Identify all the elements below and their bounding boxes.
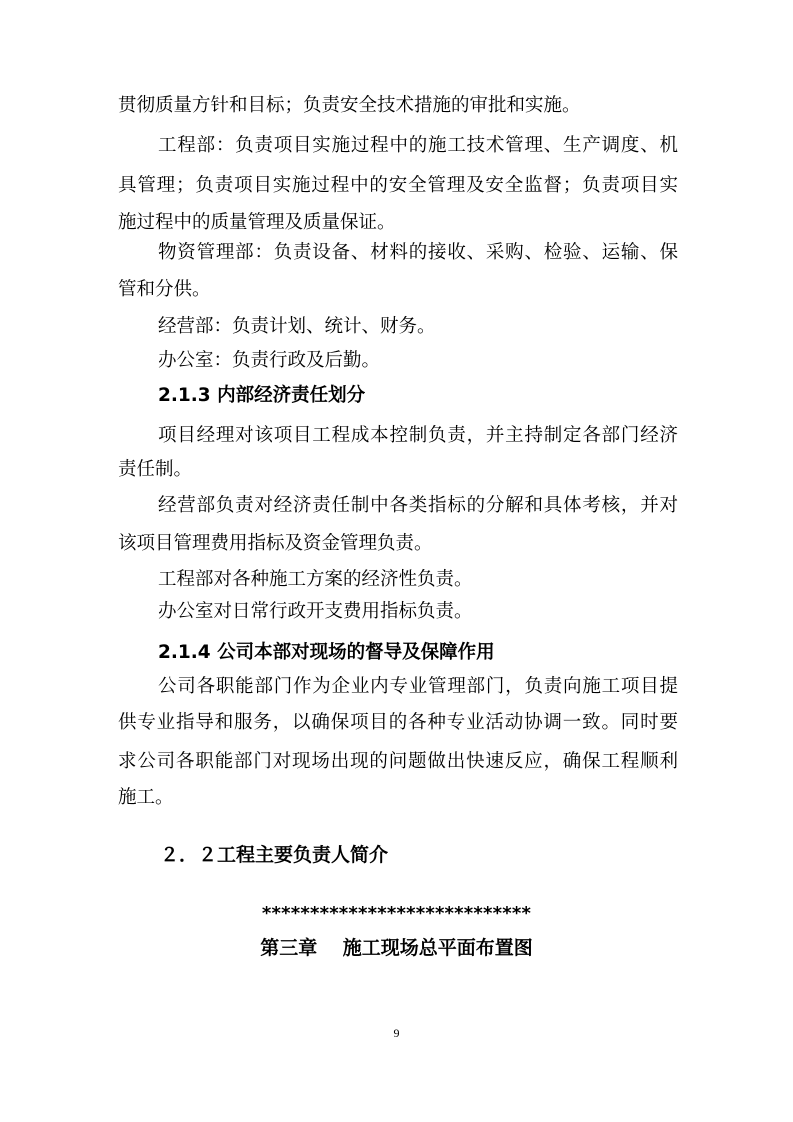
- separator-asterisks: ****************************: [261, 903, 532, 924]
- paragraph-line: 施过程中的质量管理及质量保证。: [118, 212, 396, 233]
- paragraph-line: 工程部：负责项目实施过程中的施工技术管理、生产调度、机: [158, 135, 678, 156]
- section-heading-2-2: ２．２工程主要负责人简介: [160, 844, 389, 866]
- paragraph-line: 该项目管理费用指标及资金管理负责。: [118, 533, 433, 554]
- chapter-title: 第三章 施工现场总平面布置图: [260, 937, 533, 959]
- paragraph-line: 责任制。: [118, 459, 193, 480]
- paragraph-line: 求公司各职能部门对现场出现的问题做出快速反应，确保工程顺利: [118, 751, 678, 772]
- paragraph-line: 管和分供。: [118, 279, 211, 300]
- paragraph-line: 施工。: [118, 787, 174, 808]
- paragraph-line: 经营部：负责计划、统计、财务。: [158, 316, 436, 337]
- paragraph-line: 公司各职能部门作为企业内专业管理部门，负责向施工项目提: [158, 676, 678, 697]
- paragraph-line: 供专业指导和服务，以确保项目的各种专业活动协调一致。同时要: [118, 712, 678, 733]
- paragraph-line: 办公室对日常行政开支费用指标负责。: [158, 601, 473, 622]
- paragraph-line: 项目经理对该项目工程成本控制负责，并主持制定各部门经济: [158, 425, 678, 446]
- paragraph-line: 具管理；负责项目实施过程中的安全管理及安全监督；负责项目实: [118, 175, 678, 196]
- paragraph-line: 贯彻质量方针和目标；负责安全技术措施的审批和实施。: [118, 95, 581, 116]
- page-number: 9: [393, 1026, 400, 1040]
- subsection-heading-2-1-3: 2.1.3 内部经济责任划分: [158, 385, 366, 406]
- paragraph-line: 经营部负责对经济责任制中各类指标的分解和具体考核，并对: [158, 495, 678, 516]
- paragraph-line: 物资管理部：负责设备、材料的接收、采购、检验、运输、保: [158, 242, 678, 263]
- subsection-heading-2-1-4: 2.1.4 公司本部对现场的督导及保障作用: [158, 642, 495, 663]
- paragraph-line: 工程部对各种施工方案的经济性负责。: [158, 569, 473, 590]
- paragraph-line: 办公室：负责行政及后勤。: [158, 350, 381, 371]
